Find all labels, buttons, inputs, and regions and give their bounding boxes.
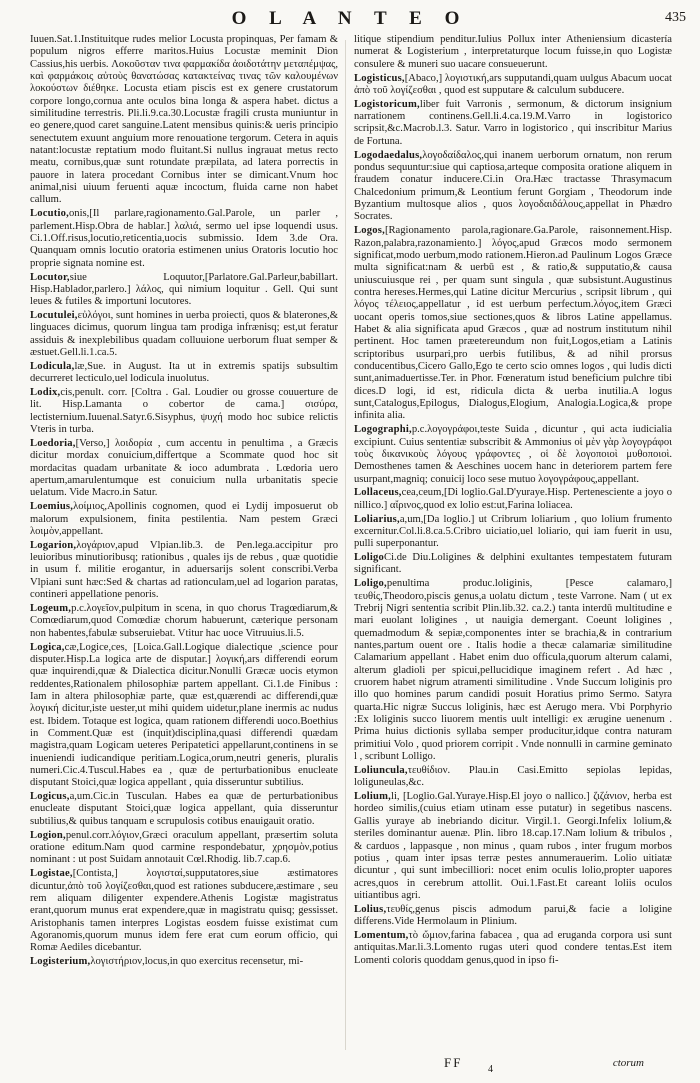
entry-text: λοίμιος,Apollinis cognomen, quod ei Lydij imposuerut ob malorum expulsionem, finita pestilentia. Nam pestem Græci λοιμὸν,appellant. — [30, 501, 338, 537]
catchword: ctorum — [612, 1057, 644, 1069]
dictionary-entry — [30, 830, 338, 867]
entry-headword: Loemius, — [30, 501, 74, 513]
dictionary-entry — [30, 310, 338, 359]
entry-text: τὸ ὤμιον,farina fabacea , qua ad eruganda corpora usi sunt antiquitas.Mar.li.3.Lomento rugas uteri quod condere tentas.Est item Lomenti coloris quoddam genus,quod in ipso fi- — [354, 929, 672, 966]
page-header — [0, 6, 700, 32]
entry-text: λογάριον,apud Vlpian.lib.3. de Pen.lega.accipitur pro leuioribus minutioribusq; rationibus , quales ijs de rebus , quæ quotidie in usum f. militie erogantur, in aduersarijs solent conscribi.Verba Vlpiani sunt hæc:Sed & chartas ad rationculam,uel ad logarion paratas, contineri appellatione penoris. — [30, 539, 338, 601]
entry-text: litique stipendium penditur.Iulius Pollux inter Atheniensium dicastería numerat & Logisterium , interpretaturque locum fuisse,in quo Logistæ consulere & muneri suo uacare consueuerunt. — [354, 34, 672, 70]
dictionary-entry — [30, 387, 338, 436]
entry-text: cea,ceum,[Di loglio.Gal.D'yuraye.Hisp. Pertenesciente a joyo o nillico.] αἴρινος,quod ex lolio est:ut,Farina loliacea. — [354, 487, 672, 511]
entry-text: [Abaco,] λογιστική,ars supputandi,quam uulgus Abacum uocat ἀπὸ τοῦ λογίζεσθαι , quod est supputare & calculum subducere. — [354, 72, 672, 96]
entry-text: li, [Loglio.Gal.Yuraye.Hisp.El joyo o nallico.] ζιζάνιον, herba est hordeo similis,(cuius etiam utinam esse putatur) in segetibus nascens. Gallis yuraye ab inebriando dicitur. Virgil.1. Georgi.Infelix lolium,& steriles dominantur auenæ. Plin. libro 18.cap.17.Nam lolium & tribulos , & carduos , lappasque , non minus , quam rubos , inter frugum morbos potius , quam inter ipsas terræ pestes annumerauerim. Lolio uitiatæ dicuntur , qui sunt imbecilliori: nocet enim oculis lolio,propter uapores acres,quos in cerebrum attollit. Oui.1.Fast.Et careant loliis oculos uitiantibus agri. — [354, 791, 672, 901]
entry-text: Ci.de Diu.Loligines & delphini exultantes tempestatem futuram significant. — [354, 552, 672, 576]
dictionary-entry — [354, 904, 672, 929]
entry-text: siue Loquutor,[Parlatore.Gal.Parleur,babillart. Hisp.Hablador,parlero.] λάλος, qui nimium loquitur . Gell. Qui sunt leues & futiles & importuni locutores. — [30, 271, 338, 308]
entry-text: λογοδαίδαλος,qui inanem uerborum ornatum, non rerum pondus sequuntur:siue qui captiosa,arteque composita oratione aliquem in fraudem conatur inducere.Ci.in Ora.Hæc tractasse Thrasymacum Chalcedonium primum,& Leontium ferunt Gorgiam , Theodorum inde Byzantium multosque alios , quos λογοδαιδάλους,appellat in Phædro Socrates. — [354, 149, 672, 223]
entry-text: a,um,[Da loglio.] ut Cribrum loliarium , quo lolium frumento excernitur.Col.li.8.ca.5.Cribro uiciatio,uel loliario, qui iam fuerit in usu, pulli superponantur. — [354, 513, 672, 550]
entry-headword: Loligo — [354, 552, 385, 564]
page-number: 435 — [665, 10, 686, 25]
entry-text: p.c.λογεῖον,pulpitum in scena, in quo chorus Tragœdiarum,& Comœdiarum,quod Comœdiæ chorum habuerunt, cæterique personam non habentes,fabulæ subseruiebat. Vtitur hac uoce Vitruuius.li.5. — [30, 602, 338, 639]
entry-text: onis,[Il parlare,ragionamento.Gal.Parole, un parler , parlement.Hisp.Obra de hablar.] λαλιά, sermo uel ipse loquendi usus. Ci.1.Off.risus,locutio,reticentia,uocis submissio. Idem 3.de Ora. Quanquam omnis locutio oratoria estimenen unius Oratoris locutio hoc proprie signata nomine est. — [30, 208, 338, 269]
left-column — [30, 34, 338, 1054]
dictionary-entry — [354, 73, 672, 98]
dictionary-entry — [354, 487, 672, 512]
entry-headword: Locutulei, — [30, 310, 78, 322]
entry-text: τευθίδιον. Plau.in Casi.Emitto sepiolas lepidas, loliguneulas,&c. — [354, 764, 672, 789]
entry-headword: Lodix, — [30, 387, 61, 399]
running-head: O L A N T E O — [231, 8, 469, 29]
entry-text: cis,penult. corr. [Coltra . Gal. Loudier ou grosse couuerture de lit. Hisp.Lamanta o cobertor de cama.] σισύρα, lectisternium.Iuuenal.Satyr.6.Sisyphus, ψυχή modo hoc subice relictis Vteris in turba. — [30, 387, 338, 436]
dictionary-entry — [354, 514, 672, 551]
column-divider — [345, 40, 346, 1050]
entry-headword: Lollaceus, — [354, 487, 402, 499]
entry-headword: Lomentum, — [354, 929, 409, 941]
entry-headword: Locutio, — [30, 208, 69, 220]
entry-headword: Loliuncula, — [354, 764, 408, 776]
entry-headword: Logisterium, — [30, 956, 91, 968]
dictionary-entry — [30, 956, 338, 968]
dictionary-entry — [30, 603, 338, 640]
entry-headword: Locutor, — [30, 271, 70, 283]
dictionary-entry — [30, 361, 338, 386]
dictionary-entry — [354, 578, 672, 763]
entry-text: [Verso,] λοιδορία , cum accentu in penultima , a Græcis dicitur mordax conuicium,differtque a Scommate quod hoc sit mordacitas quadam urbanitate & ioco adumbrata . Lœdoria uero apertum,amarulentumque est conuicium nulla urbanitatis specie uelatum. Vide Macro.in Satur. — [30, 438, 338, 499]
entry-text: Iuuen.Sat.1.Instituitque rudes melior Locusta propinquas, Per famam & populum nigros efferre maritos.Huius Locustæ meminit Dion Cassius,his uerbis. Λοκοῦσταν τινα φαρμακίδα ἀοιδοτάτην μεταπέμψας, καὶ φαρμάκοις αὐτοὺς θανατώσας κατακτείνας τινας τῶν καλουμένων λοκούστων διέθηκε. Locusta etiam piscis est ex genere crustatorum corpore longo,cornua ante oculos bina longa & aspera habet. dictus a similitudine terrestris. Pli.li.9.ca.30.Locustæ fragili crusta muniuntur in eo genere,quod caret sanguine.Latent mensibus quinis:& ueris principio senectutem exuunt anguium more renouatione tergorum. Cetera in aquis natant:locustæ reptatium modo fluitant.Si nullus ingrauat metus recto meatu, cornibus,quæ sunt rotundate præpilata, ad latera porrectis in pauore in latera procedant Cornibus inter se dimicant.Vnum hoc animal,nisi uiuum feruenti aquæ incoctum, fluida carne non habet callum. — [30, 34, 338, 206]
entry-headword: Logistae, — [30, 868, 73, 880]
entry-text: [Ragionamento parola,ragionare.Ga.Parole, raisonnement.Hisp. Razon,palabra,razonamiento.] λόγος,apud Græcos modo sermonem significat,modo uerbum,modo rationem.Hieron.ad Paulinum Logos Græce multa significat:nam & uerbū est , & ratio,& supputatio,& causa uniuscuiusque rei , per quam sunt singula , quæ subsistunt.Augustinus contra hereses.Hermes,qui Latine dicitur Mercurius , scripsit librum , qui λόγος τέλειος,appellatur , id est uerbum perfectum.λόγος,item Græci uocant operis tomos,siue sectiones,quos & libros Latine appellamus. Habet & alia significata apud Græcos , quæ ad nostrum institutum nihil pertinent. Hoc tamen præetereundum non fuit,Logos,etiam a Latinis scriptoribus usurpari,pro uerbis futilibus, & ad nihil prorsus conducentibus,Cicero Gallo,Ego te certo scio omnes logos , qui ludis dicti sunt,animaduertisse.Ter. in Phor. Fœneratum istud beneficium pulchre tibi dices.D logi, id est, ridicula dicta & uerba inutilia.A logus sunt,Catalogus,Epilogus, Dialogus,Elogium, Analogia.Logica,& prope infinita alia. — [354, 225, 672, 422]
entry-text: p.c.λογογράφοι,teste Suida , dicuntur , qui acta iudicialia excipiunt. Cuius sententiæ subscribit & Ammonius οἱ μὲν γὰρ λογογράφοι τοὺς δικανικοὺς λόγους γράφοντες , οἱ δὲ λογοποιοὶ μυθοποιοὶ. Demosthenes tamen & Aeschines uocem hanc in deteriorem partem fere usurpant,magniq; conuicij loco sese mutuo λογογράφους,appellant. — [354, 424, 672, 485]
entry-headword: Loliarius, — [354, 513, 400, 525]
entry-headword: Logos, — [354, 225, 385, 237]
dictionary-entry — [354, 765, 672, 790]
entry-headword: Loligo, — [354, 578, 387, 590]
dictionary-entry — [354, 930, 672, 967]
dictionary-entry — [354, 424, 672, 486]
dictionary-entry — [354, 791, 672, 902]
entry-headword: Logarion, — [30, 539, 77, 551]
entry-headword: Loedoria, — [30, 438, 76, 449]
signature-mark: FF — [444, 1055, 463, 1070]
dictionary-entry — [30, 868, 338, 954]
entry-text: penultima produc.loliginis, [Pesce calamaro,] τευθίς,Theodoro,piscis genus,a uolatu dictum , teste Varrone. Nam ( ut ex Trebrij Nigri sententia scribit Plin.lib.32. ca.2.) tanta interdū multitudine e mari euolant loligines , ut nauigia demergant. Coeunt loligines , quemadmodum & sepiæ,componentes inter se brachia,& in contrarium nantes,partum ouent ore . Italis hodie a thecæ calamariæ similitudine Calamarium appellant . Habet enim duo officula,quorum alterum calami, alterum gladioli per spicui,pellucidique imaginem refert . Ad hæc , cruorem habet nigrum atramenti similitudine . Vnde Succum loliginis pro illo quo homines parum candidi posuit Horatius primo Sermo. Satyra quarta.Hic nigræ Succus loliginis, hæc est Aerugo mera. Vbi Porphyrio :Ex loliginis succo liuorem mentis uult intelligi: ex ærugine uenenum . Prima huius dictionis syllaba semper producitur,idque contra naturam primitiui Volo , quod priorem corripit . Vnde nonnulli in carmine geminato l , scribunt Lolligo. — [354, 578, 672, 763]
entry-headword: Logicus, — [30, 791, 70, 803]
signature-number: 4 — [488, 1064, 493, 1075]
entry-headword: Lolium, — [354, 791, 392, 803]
entry-headword: Logistoricum, — [354, 98, 420, 110]
dictionary-entry — [30, 272, 338, 309]
entry-headword: Logica, — [30, 641, 65, 653]
entry-text: liber fuit Varronis , sermonum, & dictorum insignium narrationem continens.Gell.li.4.ca.19.M.Varro in logistorico scripsit,&c.Macrob.l.3. Satur. Varro in logistorico , qui inscribitur Marius de Fortuna. — [354, 98, 672, 147]
entry-headword: Logographi, — [354, 424, 412, 436]
entry-headword: Logodaedalus, — [354, 149, 423, 161]
dictionary-entry — [30, 642, 338, 790]
dictionary-entry — [354, 99, 672, 148]
dictionary-entry — [30, 438, 338, 500]
right-column — [354, 34, 672, 1054]
entry-text: τευθίς,genus piscis admodum parui,& facie a loligine differens.Vide Hermolaum in Plinium. — [354, 903, 672, 928]
dictionary-entry — [30, 34, 338, 207]
dictionary-entry — [354, 34, 672, 71]
dictionary-entry — [30, 501, 338, 538]
entry-headword: Logion, — [30, 829, 66, 841]
entry-text: penul.corr.λόγιον,Græci oraculum appellant, præsertim soluta oratione editum.Nam quod carmine respondebatur, χρησμὸν,potius nominant : ut post Suidam annotauit Cœl.Rhodig. lib.7.cap.6. — [30, 829, 338, 866]
entry-text: [Contista,] λογισταί,supputatores,siue æstimatores dicuntur,ἀπὸ τοῦ λογίζεσθαι,quod est rationes subducere,æstimare , seu rem aliquam diligenter expendere.Athenis Logistæ magistratus erant,quorum munus erat expendere,quæ in magistratu quisq; gessisset. Aristophanis tamen interpres Logistas eosdem fuisse existimat cum Agoranomis,quorum munus idem fere erat cum eorum officio, qui Romæ Aediles dicebantur. — [30, 868, 338, 954]
page-footer — [444, 1053, 644, 1075]
entry-headword: Lodicula, — [30, 360, 75, 372]
dictionary-entry — [354, 552, 672, 577]
dictionary-entry — [30, 791, 338, 828]
entry-headword: Logeum, — [30, 602, 72, 614]
dictionary-entry — [354, 150, 672, 224]
entry-text: λογιστήριον,locus,in quo exercitus recensetur, mi- — [90, 956, 304, 968]
entry-text: a,um.Cic.in Tusculan. Habes ea quæ de perturbationibus enucleate disputant Stoici,quæ logica appellant, quia disseruntur subtilius,& quibus tanquam e scrupulosis cotibus enauigauit oratio. — [30, 791, 338, 827]
entry-text: εὐλόγοι, sunt homines in uerba proiecti, quos & blaterones,& linguaces dicimus, quorum lingua tam prodiga infrænisq; est,ut feratur assiduis & inexplebilibus quadam colluuione uerborum fluat semper & æstuet.Gell.li.1.ca.5. — [30, 310, 338, 359]
dictionary-entry — [354, 225, 672, 423]
entry-text: læ,Sue. in August. Ita ut in extremis spatijs subsultim decurreret lecticulo,uel lodicula inuolutus. — [30, 360, 338, 385]
dictionary-entry — [30, 540, 338, 602]
dictionary-entry — [30, 208, 338, 270]
entry-headword: Logisticus, — [354, 72, 405, 84]
entry-headword: Lolius, — [354, 903, 387, 915]
entry-text: cæ,Logice,ces, [Loica.Gall.Logique dialectique ,science pour disputer.Hisp.La logica arte de disputar.] λογική,ars differendi eorum quæ inquirendi,quæ & Dialectica dicitur.Nonulli Græcæ uocis etymon reddentes,Rationalem philosophiæ partem appellant. Ci.1.de Finibus : Iam in altera philosophiæ parte, quæ est,quærendi ac differendi,quæ λογική dicitur,iste uester,ut mihi quidem uidetur,plane inermis ac nudus est. Ibidem. Totaque est logica, quam rationem differendi uoco.Boethius in Comment.Quæ est (inquit)disciplina,quasi differendi quædam magistra,quam Logicam ueteres Peripatetici appellarunt,continens in se inueniendi iudicandique peritiam.Logica,orum,neutri generis, pluralis numeri.Cic.4.Tuscul.Habes ea , quæ de perturbationibus enucleate disputant Stoici,quæ logica appellant , quia disseruntur subtilius. — [30, 641, 338, 789]
